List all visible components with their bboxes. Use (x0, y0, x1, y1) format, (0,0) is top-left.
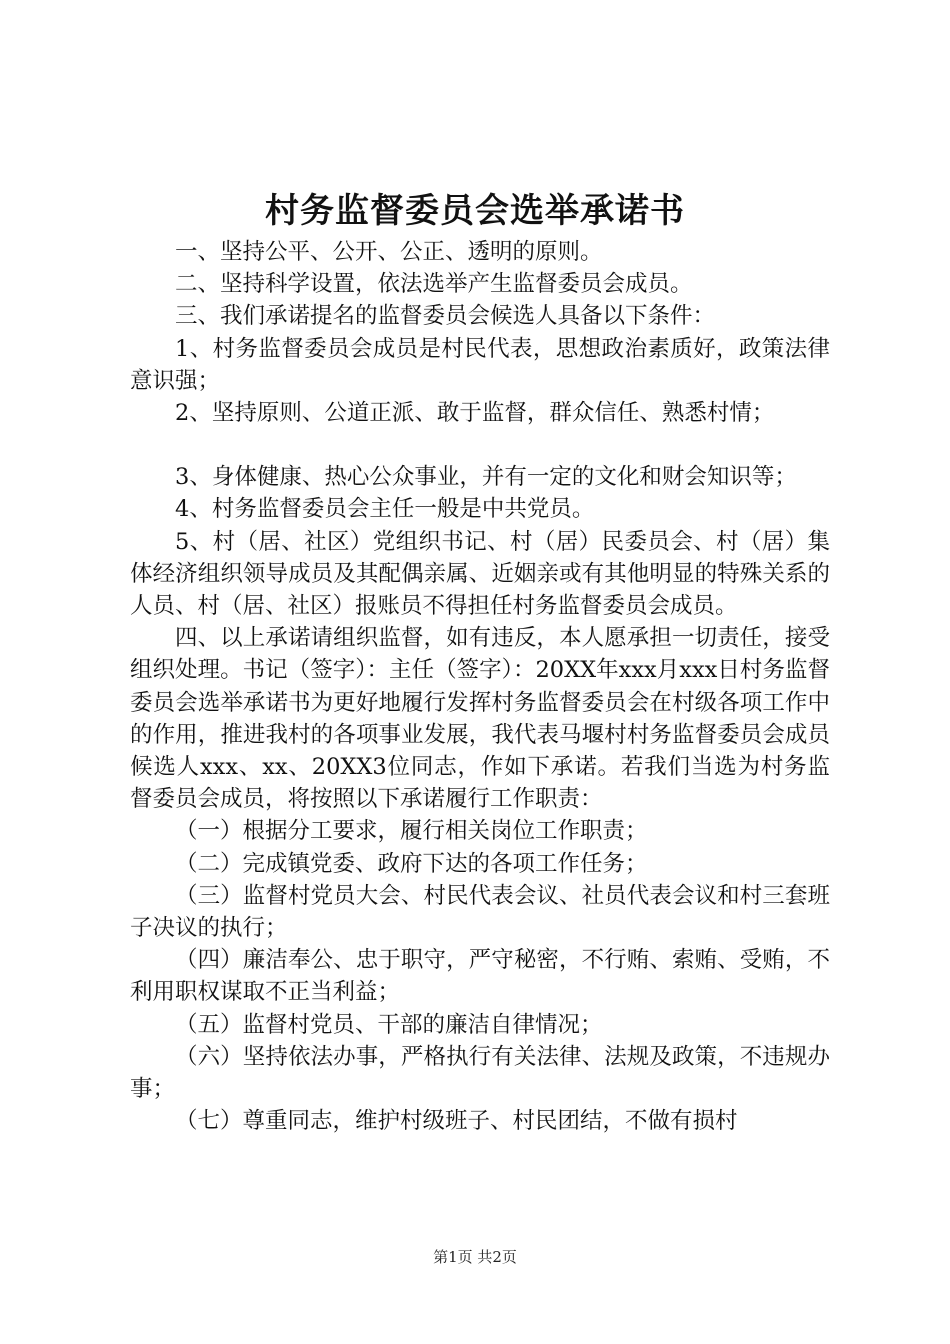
paragraph-duty-5: （五）监督村党员、干部的廉洁自律情况； (175, 1011, 603, 1038)
paragraph-principle-2: 二、坚持科学设置，依法选举产生监督委员会成员。 (175, 271, 693, 298)
paragraph-duty-2: （二）完成镇党委、政府下达的各项工作任务； (175, 850, 648, 877)
paragraph-principle-1: 一、坚持公平、公开、公正、透明的原则。 (175, 239, 603, 265)
paragraph-principle-4: 四、以上承诺请组织监督，如有违反，本人愿承担一切责任，接受组织处理。书记（签字）：主任（签字）：20XX年xxx月xxx日村务监督委员会选举承诺书为更好地履行发挥村务监督委员会在村级各项工作中的作用，推进我村的各项事业发展，我代表马堰村村务监督委员会成员候选人xxx、xx、20XX3位同志，作如下承诺。若我们当选为村务监督委员会成员，将按照以下承诺履行工作职责： (130, 625, 830, 813)
paragraph-condition-5: 5、村（居、社区）党组织书记、村（居）民委员会、村（居）集体经济组织领导成员及其配偶亲属、近姻亲或有其他明显的特殊关系的人员、村（居、社区）报账员不得担任村务监督委员会成员。 (130, 528, 830, 620)
paragraph-condition-3: 3、身体健康、热心公众事业，并有一定的文化和财会知识等； (175, 464, 797, 491)
paragraph-condition-1: 1、村务监督委员会成员是村民代表，思想政治素质好，政策法律意识强； (130, 335, 830, 394)
paragraph-duty-7: （七）尊重同志，维护村级班子、村民团结，不做有损村 (175, 1108, 738, 1135)
paragraph-duty-6: （六）坚持依法办事，严格执行有关法律、法规及政策，不违规办事； (130, 1043, 830, 1103)
paragraph-duty-4: （四）廉洁奉公、忠于职守，严守秘密，不行贿、索贿、受贿，不利用职权谋取不正当利益； (130, 947, 830, 1006)
document-title: 村务监督委员会选举承诺书 (265, 191, 685, 231)
paragraph-principle-3: 三、我们承诺提名的监督委员会候选人具备以下条件： (175, 303, 716, 330)
paragraph-duty-1: （一）根据分工要求，履行相关岗位工作职责； (175, 818, 648, 845)
paragraph-condition-4: 4、村务监督委员会主任一般是中共党员。 (175, 496, 595, 523)
paragraph-condition-2: 2、坚持原则、公道正派、敢于监督，群众信任、熟悉村情； (175, 400, 775, 427)
document-body (130, 236, 830, 1137)
page-number-footer: 第1页 共2页 (433, 1248, 517, 1266)
paragraph-duty-3: （三）监督村党员大会、村民代表会议、社员代表会议和村三套班子决议的执行； (130, 882, 830, 942)
